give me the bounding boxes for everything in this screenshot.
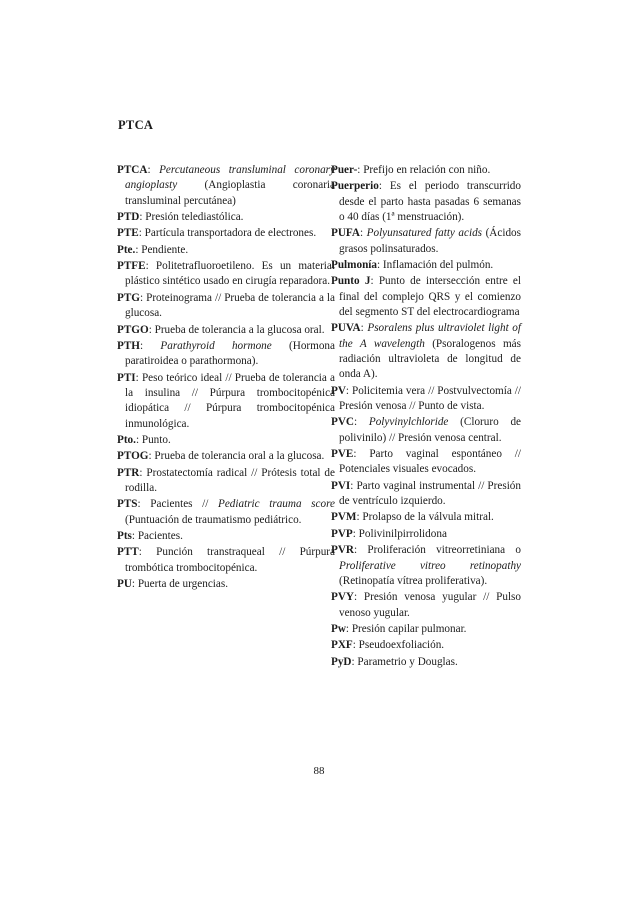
entry-abbreviation: PV [331,384,346,397]
definition-italic-term: Percutaneous transluminal coronary angioplasty [125,164,336,192]
definition-text: : Inflamación del pulmón. [377,259,494,272]
glossary-entry [331,321,521,382]
definition-text: : Pacientes. [131,530,183,543]
entry-abbreviation: Pulmonía [331,259,378,272]
glossary-entry [117,577,335,592]
definition-text: : [140,339,161,352]
entry-abbreviation: Pts [117,530,132,543]
glossary-entry [117,466,335,497]
glossary-entry [117,449,335,464]
entry-definition [125,340,335,367]
glossary-entry [117,226,335,241]
definition-text: : Policitemia vera // Postvulvectomía // Presión venosa // Punto de vista. [339,384,521,413]
entry-definition [353,528,447,540]
definition-italic-term: Polyunsatured fatty acids [366,227,483,240]
definition-text: : Prueba de tolerancia oral a la glucosa. [148,450,325,463]
entry-abbreviation: PVC [331,416,354,429]
glossary-entry [117,371,335,432]
definition-italic-term: Parathyroid hormone [160,339,272,352]
entry-abbreviation: PTOG [117,450,149,463]
glossary-entry [117,291,335,322]
glossary-entry [117,545,335,576]
definition-text: (Angioplastia coronaria transluminal percutánea) [125,179,335,207]
glossary-entry [117,339,335,370]
entry-definition [339,480,521,507]
definition-text: : Proliferación vitreorretiniana o [354,544,521,557]
entry-abbreviation: PXF [331,639,353,652]
glossary-entry [117,163,335,209]
entry-abbreviation: PTI [117,371,136,384]
definition-italic-term: Proliferative vitreo retinopathy [339,559,521,572]
entry-abbreviation: Puerperio [331,180,379,193]
glossary-entry [331,163,521,178]
entry-abbreviation: PVR [331,544,354,557]
definition-text: : Proteinograma // Prueba de tolerancia a la glucosa. [125,291,335,320]
entry-abbreviation: PVY [331,591,354,604]
definition-text: : Prueba de tolerancia a la glucosa oral. [148,323,325,336]
glossary-entry [331,543,521,589]
entry-abbreviation: PTD [117,210,140,223]
definition-text: : Prefijo en relación con niño. [357,164,491,176]
running-header: PTCA [118,118,154,132]
definition-text: : Prolapso de la válvula mitral. [356,511,494,524]
entry-abbreviation: PUVA [331,322,361,335]
entry-definition [125,546,335,573]
entry-abbreviation: PTG [117,291,140,304]
glossary-entry [117,210,335,225]
definition-text: : Punción transtraqueal // Púrpura trombótica trombocitopénica. [125,546,335,574]
glossary-entry [117,433,335,448]
glossary-entry [117,243,335,258]
entry-definition [135,244,188,256]
definition-text: : Parto vaginal instrumental // Presión de ventrículo izquierdo. [339,479,521,508]
definition-italic-term: Pediatric trauma score [217,498,335,511]
definition-text: (Cloruro de polivinilo) // Presión venosa central. [339,416,522,444]
entry-definition [352,656,458,668]
definition-text: : [147,164,160,176]
definition-text: : Pseudoexfoliación. [352,639,445,652]
definition-italic-term: Polyvinylchloride [368,416,449,429]
definition-text: (Psoralogenos más radiación ultravioleta de longitud de onda A). [339,337,521,381]
entry-abbreviation: Pw [331,622,346,635]
glossary-entry [331,527,521,542]
glossary-entry [331,179,521,225]
glossary-entry [331,415,521,446]
entry-definition [377,259,493,271]
glossary-entry [331,384,521,415]
entry-definition [356,511,493,523]
glossary-entry [331,655,521,670]
glossary-entry [331,258,521,273]
entry-definition [125,372,335,430]
entry-abbreviation: PU [117,578,132,591]
entry-definition [357,164,490,176]
entry-definition [339,227,521,254]
left-column [117,163,335,594]
entry-abbreviation: Pto. [117,433,136,446]
glossary-entry [331,226,521,257]
entry-definition [139,227,316,239]
entry-definition [125,292,335,319]
entry-abbreviation: PTR [117,466,140,479]
entry-abbreviation: Puer- [331,164,358,176]
definition-text: : Puerta de urgencias. [131,578,229,591]
entry-definition [339,591,521,618]
entry-abbreviation: PVP [331,527,353,540]
entry-definition [346,623,467,635]
entry-abbreviation: PTCA [117,164,148,176]
entry-definition [125,260,335,287]
definition-text: : Pacientes // [137,498,218,511]
glossary-entry [331,638,521,653]
glossary-entry [117,259,335,290]
entry-abbreviation: PVM [331,511,357,524]
glossary-entry [331,479,521,510]
definition-text: : Parametrio y Douglas. [351,655,458,668]
entry-abbreviation: PVE [331,448,354,461]
entry-abbreviation: PTFE [117,260,146,273]
definition-text: : [354,416,369,429]
definition-text: : [360,322,368,335]
entry-definition [149,324,325,336]
definition-text: : Presión venosa yugular // Pulso venoso yugular. [339,591,521,619]
entry-definition [125,498,335,525]
entry-definition [149,450,325,462]
definition-text: : Prostatectomía radical // Prótesis total de rodilla. [125,466,335,494]
entry-abbreviation: PTE [117,227,139,240]
entry-definition [139,211,243,223]
glossary-entry [331,510,521,525]
definition-text: : Polivinilpirrolidona [352,527,447,540]
definition-text: : Es el periodo transcurrido desde el parto hasta pasadas 6 semanas o 40 días (1ª menstruación). [339,180,521,223]
entry-definition [132,578,228,590]
definition-text: (Ácidos grasos polinsaturados. [339,227,521,255]
glossary-entry [331,447,521,478]
definition-text: : Presión capilar pulmonar. [345,622,467,635]
entry-definition [339,544,521,587]
entry-definition [132,530,183,542]
definition-text: : Parto vaginal espontáneo // Potenciales visuales evocados. [339,448,521,476]
glossary-entry [117,497,335,528]
entry-definition [136,434,171,446]
entry-definition [339,385,521,412]
right-column [331,163,521,671]
entry-abbreviation: PyD [331,655,352,668]
definition-text: : Punto de intersección entre el final del complejo QRS y el comienzo del segmento ST del electrocardiograma [339,275,521,319]
glossary-entry [117,529,335,544]
definition-text: : Peso teórico ideal // Prueba de tolerancia a la insulina // Púrpura trombocitopénica idiopática // Púrpura trombocitopénica inmunológica. [125,371,335,430]
glossary-entry [331,622,521,637]
entry-definition [339,448,521,475]
entry-abbreviation: PTS [117,498,138,511]
definition-text: : Punto. [135,433,171,446]
entry-abbreviation: PUFA [331,227,360,240]
entry-definition [353,639,444,651]
definition-text: (Puntuación de traumatismo pediátrico. [125,513,302,526]
glossary-entry [331,274,521,320]
definition-text: (Retinopatía vítrea proliferativa). [339,574,488,587]
definition-text: : Pendiente. [135,243,189,256]
definition-italic-term: Psoralens plus ultraviolet light of the A wavelength [339,322,521,350]
definition-text: : Politetrafluoroetileno. Es un material plástico sintético usado en cirugía reparadora. [125,260,335,288]
glossary-entry [117,323,335,338]
entry-abbreviation: PTT [117,546,139,559]
definition-text: (Hormona paratiroidea o parathormona). [125,339,335,368]
entry-definition [339,322,521,380]
entry-abbreviation: Pte. [117,243,136,256]
entry-definition [125,164,335,207]
entry-definition [339,416,521,443]
page-number: 88 [313,765,325,777]
entry-abbreviation: PVI [331,479,351,492]
glossary-entry [331,590,521,621]
entry-abbreviation: PTGO [117,323,149,336]
definition-text: : Presión telediastólica. [139,210,244,223]
definition-text: : [360,227,367,240]
definition-text: : Partícula transportadora de electrones. [138,227,317,240]
entry-abbreviation: Punto J [331,275,371,288]
entry-definition [125,467,335,494]
entry-abbreviation: PTH [117,339,140,352]
